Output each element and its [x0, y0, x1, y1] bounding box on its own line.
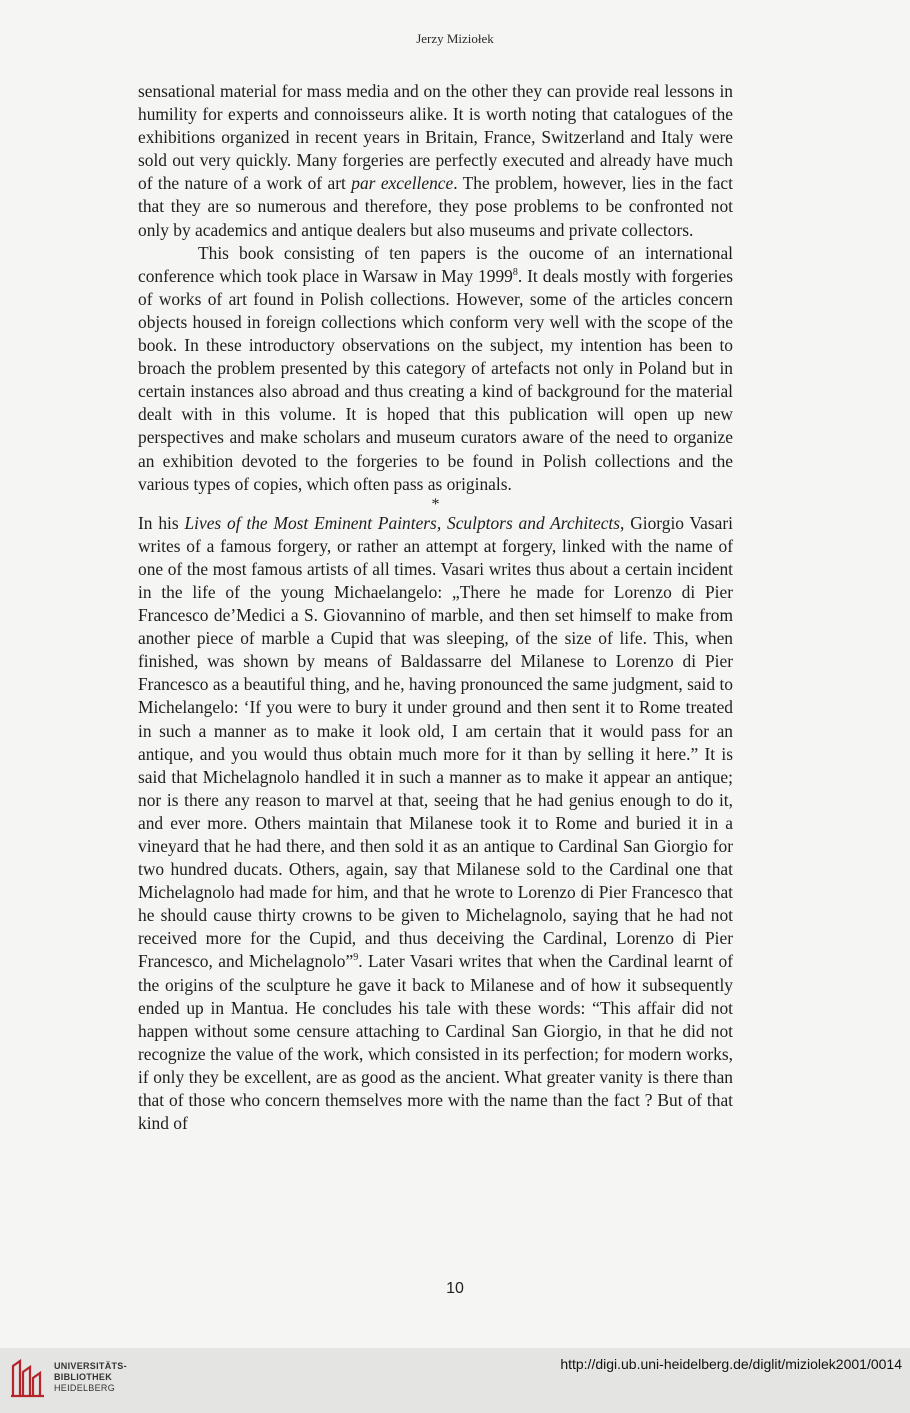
paragraph-1: sensational material for mass media and on the other they can provide real lessons in humility for experts and connoisseurs alike. It is worth noting that catalogues of the exhibitions organized in recent years in Britain, France, Switzerland and Italy were sold out very quickly. Many forgeries are perfectly executed and already have much of the nature of a work of art par excellence. The problem, however, lies in the fact that they are so numerous and therefore, they pose problems to be confronted not only by academics and antique dealers but also museums and private collectors. [138, 81, 733, 240]
library-name: UNIVERSITÄTS- BIBLIOTHEK HEIDELBERG [54, 1361, 127, 1393]
footnote-ref-8[interactable]: 8 [512, 266, 518, 278]
italic-phrase: par excellence [351, 173, 454, 194]
source-url-link[interactable]: http://digi.ub.uni-heidelberg.de/diglit/miziolek2001/0014 [560, 1356, 902, 1372]
paragraph-3: In his Lives of the Most Eminent Painters, Sculptors and Architects, Giorgio Vasari writes of a famous forgery, or rather an attempt at forgery, linked with the name of one of the most famous artists of all times. Vasari writes thus about a certain incident in the life of the young Michaelangelo: „There he made for Lorenzo di Pier Francesco de’Medici a S. Giovannino of marble, and then set himself to make from another piece of marble a Cupid that was sleeping, of the size of life. This, when finished, was shown by means of Baldassarre del Milanese to Lorenzo di Pier Francesco as a beautiful thing, and he, having pronounced the same judgment, said to Michelangelo: ‘If you were to bury it under ground and then sent it to Rome treated in such a manner as to make it look old, I am certain that it would pass for an antique, and you would thus obtain much more for it than by selling it here.” It is said that Michelagnolo handled it in such a manner as to make it appear an antique; nor is there any reason to marvel at that, seeing that he had genius enough to do it, and ever more. Others maintain that Milanese took it to Rome and buried it in a vineyard that he had there, and then sold it as an antique to Cardinal San Giorgio for two hundred ducats. Others, again, say that Milanese sold to the Cardinal one that Michelagnolo had made for him, and that he wrote to Lorenzo di Pier Francesco that he should cause thirty crowns to be given to Michelagnolo, saying that he had not received more for the Cupid, and thus deceiving the Cardinal, Lorenzo di Pier Francesco, and Michelagnolo”$^9$. Later Vasari writes that when the Cardinal learnt of the origins of the sculpture he gave it back to Milanese and of how it subsequently ended up in Mantua. He concludes his tale with these words: “This affair did not happen without some censure attaching to Cardinal San Giorgio, in that he did not recognize the value of the work, which consisted in its perfection; for modern works, if only they be excellent, are as good as the ancient. What greater vanity is there than that of those who concern themselves more with the name than the fact ? But of that kind of [138, 512, 733, 1134]
page-number: 10 [446, 1280, 464, 1297]
library-logo-icon[interactable] [10, 1358, 46, 1398]
paragraph-2: This book consisting of ten papers is the oucome of an international conference which took place in Warsaw in May 1999$^8$. It deals mostly with forgeries of works of art found in Polish collections. However, some of the articles concern objects housed in foreign collections which conform very well with the scope of the book. In these introductory observations on the subject, my intention has been to broach the problem presented by this category of artefacts not only in Poland but in certain instances also abroad and thus creating a kind of background for the material dealt with in this volume. It is hoped that this publication will open up new perspectives and make scholars and museum curators aware of the need to organize an exhibition devoted to the forgeries to be found in Polish collections and the various types of copies, which often pass as originals. [138, 242, 733, 494]
running-head: Jerzy Miziołek [416, 31, 494, 46]
digitization-footer [0, 1348, 910, 1413]
footnote-ref-9[interactable]: 9 [353, 952, 359, 964]
book-title: Lives of the Most Eminent Painters, Sculptors and Architects [184, 512, 621, 533]
body-text [138, 80, 733, 1135]
section-break: * [431, 495, 440, 513]
